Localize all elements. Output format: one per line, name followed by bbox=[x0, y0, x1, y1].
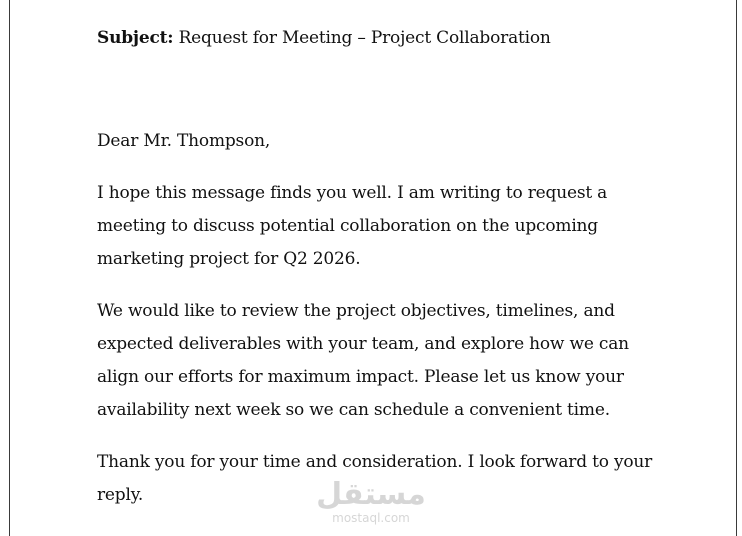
greeting: Dear Mr. Thompson, bbox=[97, 131, 271, 151]
document-page bbox=[9, 0, 737, 536]
subject-label: Subject: bbox=[97, 28, 174, 48]
subject-line bbox=[97, 22, 657, 55]
watermark-arabic: مستقل bbox=[316, 477, 426, 512]
paragraph-intro: I hope this message finds you well. I am writing to request a meeting to discuss potential collaboration on the upcoming marketing project for Q2 2026. bbox=[97, 183, 608, 269]
letter-body bbox=[97, 22, 657, 512]
watermark-latin: mostaql.com bbox=[332, 511, 410, 525]
paragraph-details: We would like to review the project objectives, timelines, and expected deliverables with your team, and explore how we can align our efforts for maximum impact. Please let us know your availability next week so we can schedule a convenient time. bbox=[97, 301, 629, 420]
paragraph-closing: Thank you for your time and consideration. I look forward to your reply. bbox=[97, 452, 653, 505]
subject-text: Request for Meeting – Project Collaboration bbox=[173, 28, 551, 48]
